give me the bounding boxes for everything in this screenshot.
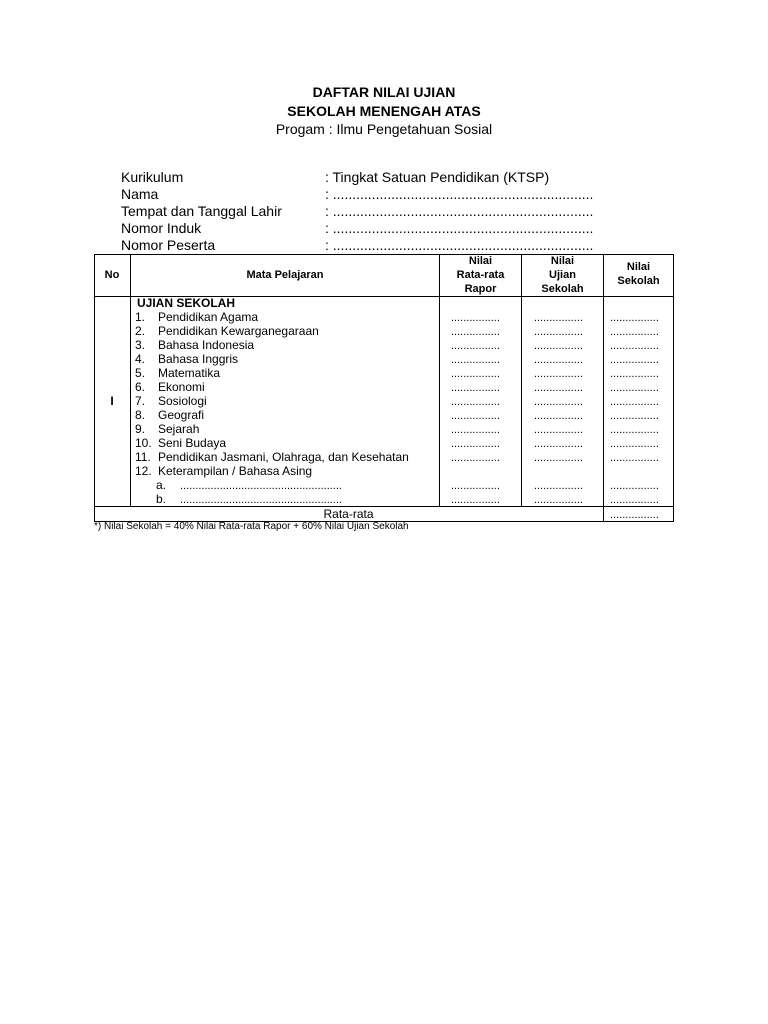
info-value: : ................................................................... bbox=[325, 186, 594, 202]
subject-name: Geografi bbox=[158, 408, 205, 422]
header-rapor-line: Nilai bbox=[468, 255, 493, 267]
subject-name: Sejarah bbox=[158, 422, 200, 436]
value-rapor: ................ bbox=[451, 354, 500, 366]
info-value: : Tingkat Satuan Pendidikan (KTSP) bbox=[325, 169, 550, 185]
info-label: Tempat dan Tanggal Lahir bbox=[121, 203, 282, 219]
info-label: Nomor Peserta bbox=[121, 237, 216, 253]
subject-number: 2. bbox=[135, 324, 146, 338]
sub-item-blank: ..................................................... bbox=[180, 494, 342, 506]
section-title: UJIAN SEKOLAH bbox=[137, 296, 236, 310]
value-sekolah: ................ bbox=[610, 326, 659, 338]
subject-name: Pendidikan Kewarganegaraan bbox=[158, 324, 319, 338]
sub-item-letter: a. bbox=[156, 478, 167, 492]
header-ujian-line: Sekolah bbox=[541, 283, 584, 295]
document-subtitle: SEKOLAH MENENGAH ATAS bbox=[287, 103, 481, 119]
value-sekolah: ................ bbox=[610, 382, 659, 394]
average-label: Rata-rata bbox=[323, 507, 374, 521]
value-ujian: ................ bbox=[534, 382, 583, 394]
subject-number: 7. bbox=[135, 394, 146, 408]
subject-number: 4. bbox=[135, 352, 146, 366]
value-rapor: ................ bbox=[451, 438, 500, 450]
header-no: No bbox=[104, 269, 120, 281]
info-value: : ................................................................... bbox=[325, 203, 594, 219]
header-rapor bbox=[440, 254, 521, 296]
footnote: *) Nilai Sekolah = 40% Nilai Rata-rata Rapor + 60% Nilai Ujian Sekolah bbox=[94, 521, 409, 532]
subject-name: Seni Budaya bbox=[158, 436, 227, 450]
value-sekolah: ................ bbox=[610, 340, 659, 352]
header-ujian-line: Ujian bbox=[549, 269, 576, 281]
value-sekolah: ................ bbox=[610, 396, 659, 408]
value-ujian: ................ bbox=[534, 368, 583, 380]
subject-name: Bahasa Indonesia bbox=[158, 338, 255, 352]
header-sekolah-line: Nilai bbox=[626, 261, 651, 273]
value-rapor: ................ bbox=[451, 340, 500, 352]
value-rapor: ................ bbox=[451, 480, 500, 492]
value-sekolah: ................ bbox=[610, 424, 659, 436]
value-sekolah: ................ bbox=[610, 452, 659, 464]
header-sekolah bbox=[604, 260, 673, 288]
subject-number: 8. bbox=[135, 408, 146, 422]
header-sekolah-line: Sekolah bbox=[617, 275, 660, 287]
grades-table bbox=[94, 254, 674, 522]
value-ujian: ................ bbox=[534, 326, 583, 338]
header-rapor-line: Rata-rata bbox=[456, 269, 505, 281]
value-rapor: ................ bbox=[451, 494, 500, 506]
col-divider-ujian bbox=[603, 254, 604, 522]
value-sekolah: ................ bbox=[610, 354, 659, 366]
value-rapor: ................ bbox=[451, 326, 500, 338]
subject-name: Sosiologi bbox=[158, 394, 207, 408]
info-value: : ................................................................... bbox=[325, 237, 594, 253]
value-rapor: ................ bbox=[451, 382, 500, 394]
value-sekolah: ................ bbox=[610, 480, 659, 492]
subject-number: 5. bbox=[135, 366, 146, 380]
value-sekolah: ................ bbox=[610, 494, 659, 506]
value-sekolah: ................ bbox=[610, 438, 659, 450]
info-label: Nomor Induk bbox=[121, 220, 202, 236]
subject-name: Matematika bbox=[158, 366, 221, 380]
value-sekolah: ................ bbox=[610, 410, 659, 422]
header-ujian bbox=[522, 254, 603, 296]
header-rapor-line: Rapor bbox=[464, 283, 497, 295]
value-rapor: ................ bbox=[451, 396, 500, 408]
subject-number: 9. bbox=[135, 422, 146, 436]
subject-number: 10. bbox=[135, 436, 152, 450]
value-rapor: ................ bbox=[451, 410, 500, 422]
subject-number: 12. bbox=[135, 464, 152, 478]
value-rapor: ................ bbox=[451, 424, 500, 436]
subject-number: 1. bbox=[135, 310, 146, 324]
subject-name: Pendidikan Agama bbox=[158, 310, 259, 324]
value-rapor: ................ bbox=[451, 368, 500, 380]
value-ujian: ................ bbox=[534, 340, 583, 352]
info-label: Kurikulum bbox=[121, 169, 184, 185]
value-ujian: ................ bbox=[534, 410, 583, 422]
value-ujian: ................ bbox=[534, 354, 583, 366]
subject-name: Pendidikan Jasmani, Olahraga, dan Kesehatan bbox=[158, 450, 409, 464]
subject-number: 3. bbox=[135, 338, 146, 352]
sub-item-letter: b. bbox=[156, 492, 167, 506]
subject-number: 6. bbox=[135, 380, 146, 394]
document-title: DAFTAR NILAI UJIAN bbox=[312, 84, 456, 100]
subject-name: Bahasa Inggris bbox=[158, 352, 239, 366]
value-ujian: ................ bbox=[534, 494, 583, 506]
value-ujian: ................ bbox=[534, 438, 583, 450]
average-value-sekolah: ................ bbox=[610, 509, 659, 521]
sub-item-blank: ..................................................... bbox=[180, 480, 342, 492]
subject-name: Ekonomi bbox=[158, 380, 205, 394]
value-sekolah: ................ bbox=[610, 312, 659, 324]
header-ujian-line: Nilai bbox=[550, 255, 575, 267]
value-rapor: ................ bbox=[451, 312, 500, 324]
value-ujian: ................ bbox=[534, 480, 583, 492]
subject-name: Keterampilan / Bahasa Asing bbox=[158, 464, 313, 478]
value-ujian: ................ bbox=[534, 312, 583, 324]
subject-number: 11. bbox=[135, 450, 151, 464]
value-ujian: ................ bbox=[534, 452, 583, 464]
col-divider-no bbox=[130, 254, 131, 507]
info-value: : ................................................................... bbox=[325, 220, 594, 236]
header-subject: Mata Pelajaran bbox=[246, 269, 324, 281]
value-ujian: ................ bbox=[534, 396, 583, 408]
program-line: Progam : Ilmu Pengetahuan Sosial bbox=[275, 121, 493, 137]
table-border-left bbox=[94, 254, 95, 522]
table-border-right bbox=[673, 254, 674, 522]
value-rapor: ................ bbox=[451, 452, 500, 464]
info-label: Nama bbox=[121, 186, 159, 202]
value-sekolah: ................ bbox=[610, 368, 659, 380]
value-ujian: ................ bbox=[534, 424, 583, 436]
section-number: I bbox=[110, 394, 114, 408]
